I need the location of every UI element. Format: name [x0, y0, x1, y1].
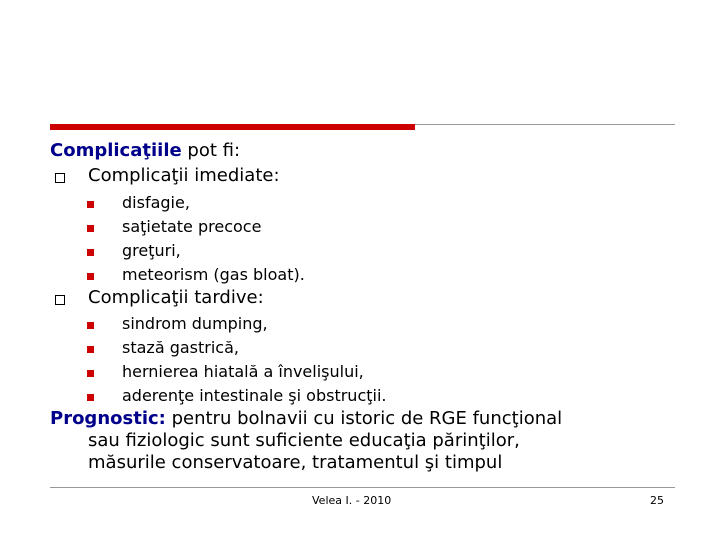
- list-item: hernierea hiatală a învelişului,: [122, 362, 364, 381]
- section-heading-immediate: Complicaţii imediate:: [88, 165, 280, 186]
- section-heading-text: Complicaţii tardive: [88, 287, 258, 308]
- list-item: aderenţe intestinale şi obstrucţii.: [122, 386, 387, 405]
- hollow-square-icon: [55, 295, 65, 305]
- page-number: 25: [650, 494, 664, 507]
- bullet-icon: [87, 370, 94, 377]
- list-item: disfagie,: [122, 193, 190, 212]
- prognostic-line-1: Prognostic: pentru bolnavii cu istoric de RGE funcţional: [50, 408, 563, 429]
- list-item: stază gastrică,: [122, 338, 239, 357]
- bullet-icon: [87, 322, 94, 329]
- bullet-icon: [87, 273, 94, 280]
- bullet-icon: [87, 346, 94, 353]
- list-item: sindrom dumping,: [122, 314, 268, 333]
- bullet-icon: [87, 201, 94, 208]
- footer-rule: [50, 487, 675, 488]
- list-item: saţietate precoce: [122, 217, 262, 236]
- section-heading-late: Complicaţii tardive:: [88, 287, 264, 308]
- prognostic-line-3: măsurile conservatoare, tratamentul şi timpul: [88, 452, 503, 473]
- list-item: meteorism (gas bloat).: [122, 265, 305, 284]
- intro-text: pot fi:: [181, 140, 241, 161]
- bullet-icon: [87, 225, 94, 232]
- hollow-square-icon: [55, 173, 65, 183]
- bullet-icon: [87, 394, 94, 401]
- prognostic-label: Prognostic:: [50, 408, 166, 429]
- list-item: greţuri,: [122, 241, 181, 260]
- prognostic-line-2: sau fiziologic sunt suficiente educaţia părinţilor,: [88, 430, 520, 451]
- footer-author: Velea I. - 2010: [312, 494, 392, 507]
- bullet-icon: [87, 249, 94, 256]
- section-heading-text: Complicaţii imediate: [88, 165, 274, 186]
- intro-line: [50, 140, 240, 161]
- intro-emphasis: Complicaţiile: [50, 140, 182, 161]
